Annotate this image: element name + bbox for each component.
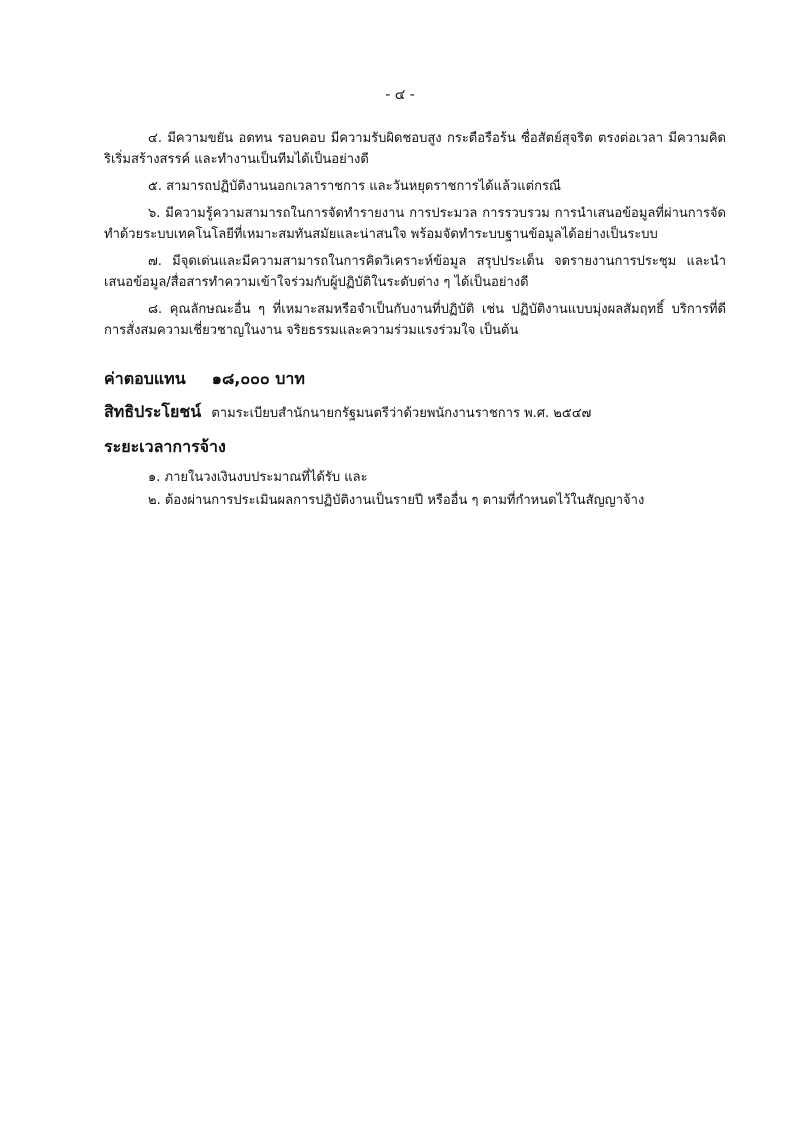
compensation-row <box>104 368 744 392</box>
qualification-item-5: ๕. สามารถปฏิบัติงานนอกเวลาราชการ และวันหยุดราชการได้แล้วแต่กรณี <box>148 179 561 194</box>
benefits-row <box>104 401 744 425</box>
qualification-item-7: ๗. มีจุดเด่นและมีความสามารถในการคิดวิเคราะห์ข้อมูล สรุปประเด็น จดรายงานการประชุม และนำเสนอข้อมูล/สื่อสารทำความเข้าใจร่วมกับผู้ปฏิบัติในระดับต่าง ๆ ได้เป็นอย่างดี <box>104 254 726 290</box>
employment-period-label: ระยะเวลาการจ้าง <box>104 437 226 456</box>
employment-period-item-2: ๒. ต้องผ่านการประเมินผลการปฏิบัติงานเป็นรายปี หรืออื่น ๆ ตามที่กำหนดไว้ในสัญญาจ้าง <box>148 493 645 508</box>
qualification-item-4: ๔. มีความขยัน อดทน รอบคอบ มีความรับผิดชอบสูง กระตือรือร้น ซื่อสัตย์สุจริต ตรงต่อเวลา มีความคิดริเริ่มสร้างสรรค์ และทำงานเป็นทีมได้เป็นอย่างดี <box>104 131 726 167</box>
page-number: - ๔ - <box>385 87 415 103</box>
compensation-value: ๑๘,๐๐๐ บาท <box>211 369 305 388</box>
qualification-item-8: ๘. คุณลักษณะอื่น ๆ ที่เหมาะสมหรือจำเป็นกับงานที่ปฏิบัติ เช่น ปฏิบัติงานแบบมุ่งผลสัมฤทธิ์ บริการที่ดี การสั่งสมความเชี่ยวชาญในงาน จริยธรรมและความร่วมแรงร่วมใจ เป็นต้น <box>104 302 726 338</box>
benefits-text: ตามระเบียบสำนักนายกรัฐมนตรีว่าด้วยพนักงานราชการ พ.ศ. ๒๕๔๗ <box>211 406 592 421</box>
qualification-item-6: ๖. มีความรู้ความสามารถในการจัดทำรายงาน การประมวล การรวบรวม การนำเสนอข้อมูลที่ผ่านการจัดทำด้วยระบบเทคโนโลยีที่เหมาะสมทันสมัยและน่าสนใจ พร้อมจัดทำระบบฐานข้อมูลได้อย่างเป็นระบบ <box>104 206 726 242</box>
compensation-label: ค่าตอบแทน <box>104 369 186 388</box>
employment-period-heading <box>104 436 744 460</box>
qualifications-list <box>104 128 726 347</box>
employment-period-list <box>104 466 744 512</box>
employment-period-item-1: ๑. ภายในวงเงินงบประมาณที่ได้รับ และ <box>148 470 368 485</box>
benefits-label: สิทธิประโยชน์ <box>104 402 202 421</box>
